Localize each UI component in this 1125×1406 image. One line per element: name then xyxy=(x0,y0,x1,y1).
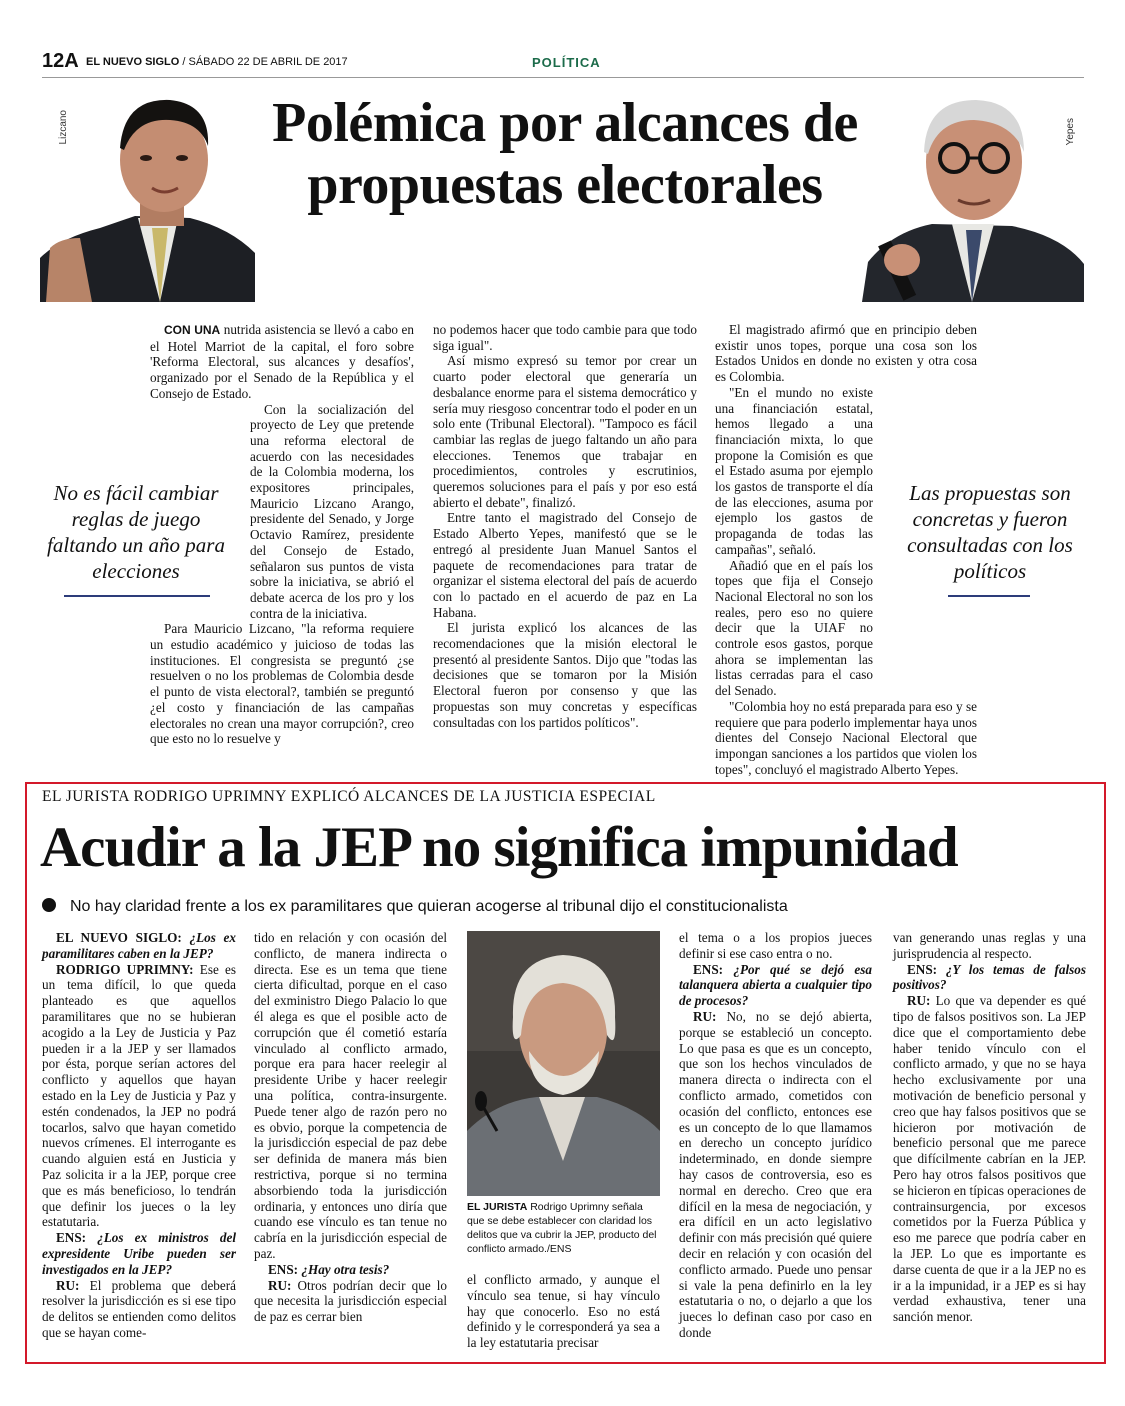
question-text: ¿Por qué se dejó esa talanquera abierta a cualquier tipo de procesos? xyxy=(679,961,872,1009)
masthead xyxy=(86,56,348,68)
speaker: RU: xyxy=(268,1277,292,1293)
top-story-column-2 xyxy=(433,322,697,730)
paragraph: Así mismo expresó su temor por crear un cuarto poder electoral que generaría un desbalance enorme para el sistema democrático y sería muy riesgoso concentrar todo el poder en un solo ente (Tribunal Electoral). "Tampoco es fácil cambiar las reglas de juego faltando un año para elecciones. Tenemos que trabajar en procedimientos, controles y escrutinios, queremos soluciones para el país y por eso está abierto el debate", finalizó. xyxy=(433,353,697,510)
interview-column-1 xyxy=(42,930,236,1341)
speaker: RU: xyxy=(56,1277,80,1293)
question xyxy=(42,1230,236,1277)
kicker: EL JURISTA RODRIGO UPRIMNY EXPLICÓ ALCANCES DE LA JUSTICIA ESPECIAL xyxy=(42,788,656,805)
pull-quote-rule-left xyxy=(64,595,210,597)
photo-lizcano xyxy=(40,88,255,302)
speaker: RODRIGO UPRIMNY: xyxy=(56,961,194,977)
header-rule xyxy=(42,77,1084,78)
answer: van generando unas reglas y una jurisprudencia al respecto. xyxy=(893,930,1086,961)
paragraph: "Colombia hoy no está preparada para eso y se requiere que para poderlo implementar haya unos dientes del Consejo Nacional Electoral que impongan sanciones a los partidos que violen los topes", concluyó el magistrado Alberto Yepes. xyxy=(715,698,977,777)
interview-column-4 xyxy=(679,930,872,1341)
answer xyxy=(42,1278,236,1341)
section-label: POLÍTICA xyxy=(532,55,601,70)
issue-date: / SÁBADO 22 DE ABRIL DE 2017 xyxy=(182,56,348,68)
paragraph: nutrida asistencia se llevó a cabo en el Hotel Marriot de la capital, el foro sobre 'Reforma Electoral, sus alcances y desafíos', organizado por el Senado de la República y el Consejo de Estado. xyxy=(150,322,414,401)
speaker: ENS: xyxy=(693,961,724,977)
subheadline-text: No hay claridad frente a los ex paramilitares que quieran acogerse al tribunal dijo el constitucionalista xyxy=(70,898,788,915)
answer xyxy=(893,993,1086,1325)
paragraph: no podemos hacer que todo cambie para que todo siga igual". xyxy=(433,322,697,353)
bullet-icon xyxy=(42,898,56,912)
interview-column-3 xyxy=(467,1272,660,1351)
paragraph: Entre tanto el magistrado del Consejo de Estado Alberto Yepes, manifestó que se le entregó al presidente Juan Manuel Santos el paquete de recomendaciones para tratar de organizar el sistema electoral del país de acuerdo con lo pactado en el acuerdo de paz en La Habana. xyxy=(433,510,697,620)
paragraph: Añadió que en el país los topes que fija el Consejo Nacional Electoral no son los reales, pero eso no quiere decir que la UIAF no controle esos gastos, porque ahora se implementan las listas cerradas para el caso del Senado. xyxy=(715,557,873,699)
question-text: ¿Y los temas de falsos positivos? xyxy=(893,961,1086,993)
photo-caption xyxy=(467,1200,660,1256)
question xyxy=(254,1262,447,1278)
speaker: ENS: xyxy=(907,961,938,977)
paper-name: EL NUEVO SIGLO xyxy=(86,56,180,68)
answer-text: Ese es un tema difícil, lo que queda planteado es que aquellos paramilitares que no se hubieran acogido a la Ley de Justicia y Paz pueden ir a la JEP y ser llamados por ésta, porque serían actores del conflicto y aquellos que hayan estado en la Ley de Justicia y Paz y estén condenados, la JEP no podrá tocarlos, salvo que hayan cometido nuevos crímenes. El interrogante es cuando alguien está en Justicia y Paz solicita ir a la JEP, porque cree que es más beneficioso, lo tendrán que definir los jueces o la ley estatutaria. xyxy=(42,961,236,1230)
answer xyxy=(42,962,236,1231)
photo-credit-right: Yepes xyxy=(1065,118,1076,146)
photo-uprimny xyxy=(467,931,660,1196)
photo-yepes xyxy=(862,92,1084,302)
question xyxy=(679,962,872,1009)
answer: el conflicto armado, y aunque el vínculo sea tenue, si hay vínculo hay que conocerlo. Eso no está definido y le corresponderá ya sea a la ley estatutaria precisar xyxy=(467,1272,660,1351)
speaker: ENS: xyxy=(56,1230,87,1246)
paragraph: Para Mauricio Lizcano, "la reforma requiere un estudio académico y juicioso de todas las instituciones. El congresista se preguntó ¿se resuelven o no los problemas de Colombia desde el punto de vista electoral?, también se preguntó ¿el costo y financiación de las campañas electorales no crean una mayor corrupción?, creo que esto no lo resuelve y xyxy=(150,621,414,747)
speaker: RU: xyxy=(907,993,931,1009)
interview-column-2 xyxy=(254,930,447,1325)
page-number: 12A xyxy=(42,50,79,72)
answer xyxy=(679,1009,872,1341)
answer-text: No, no se dejó abierta, porque se estableció un concepto. Lo que pasa es que es un concepto, que son los hechos vinculados de manera directa o indirecta con el conflicto armado, cometidos con ocasión del conflicto, entonces ese es un concepto de lo que llamamos en derecho un concepto jurídico indeterminado, en donde siempre hay casos de controversia, eso es normal en derecho. Creo que era difícil en la mesa de negociación, y era difícil en un acto legislativo definir con más precisión qué quiere decir en relación y con ocasión del conflicto armado. Puede uno pensar si vale la pena definirlo en la ley estatutaria o no, o dejarlo a que los jueces lo definan caso por caso en donde xyxy=(679,1008,872,1340)
subheadline xyxy=(42,898,788,916)
lead-in: CON UNA xyxy=(164,323,221,337)
headline-top-story: Polémica por alcances de propuestas electorales xyxy=(272,92,858,216)
pull-quote-left: No es fácil cambiar reglas de juego faltando un año para elecciones xyxy=(47,481,225,583)
answer-text: Lo que va depender es qué tipo de falsos positivos son. La JEP dice que el comportamiento debe haber tenido vínculo con el conflicto armado, y que no se haya hecho exclusivamente por una motivación de beneficio personal y creo que hay falsos positivos que se hicieron por motivación de beneficio personal que me parece que difícilmente cabrían en la JEP. Pero hay otros falsos positivos que se hicieron en típicas operaciones de contrainsurgencia, por excesos cometidos por la Fuerza Pública y eso me parece que podría caber en la JEP. Lo que es importante es darse cuenta de que ir a la JEP no es ir a la impunidad, ir a JEP es si hay verdad exhaustiva, tener una sanción menor. xyxy=(893,993,1086,1325)
speaker: EL NUEVO SIGLO: xyxy=(56,930,182,945)
paragraph: El jurista explicó los alcances de las recomendaciones que la misión electoral le presentó al presidente Santos. Dijo que "todas las decisiones que se tomaron por la Misión Electoral fueron por consenso y que las propuestas son muy concretas y específicas consultadas con los partidos políticos". xyxy=(433,620,697,730)
headline-box-story: Acudir a la JEP no significa impunidad xyxy=(40,816,958,879)
answer: el tema o a los propios jueces definir si ese caso entra o no. xyxy=(679,930,872,961)
question-text: ¿Los ex paramilitares caben en la JEP? xyxy=(42,930,236,961)
photo-credit-left: Lizcano xyxy=(58,110,69,145)
question xyxy=(893,962,1086,994)
answer: tido en relación y con ocasión del conflicto, de manera indirecta o directa. Ese es un tema que tiene cierta dificultad, porque en el caso del exministro Diego Palacio lo que él alega es que el posible acto de corrupción que él cometió estaría vinculado al conflicto armado, porque era para hacer reelegir al presidente Uribe y hacer reelegir una política, contra-insurgente. Puede tener algo de razón pero no es obvio, porque la competencia de la jurisdicción especial de paz debe ser definida de manera más bien restrictiva, porque si no termina absorbiendo toda la jurisdicción ordinaria, y entonces uno diría que cuando ese vínculo es tan tenue no cabría en la jurisdicción especial de paz. xyxy=(254,930,447,1261)
question-text: ¿Los ex ministros del expresidente Uribe pueden ser investigados en la JEP? xyxy=(42,1230,236,1277)
question xyxy=(42,930,236,962)
answer-text: El problema que deberá resolver la jurisdicción es si ese tipo de delitos se entienden como delitos que se hayan come- xyxy=(42,1277,236,1340)
paragraph-text: "En el mundo no existe una financiación estatal, hemos llegado a una financiación mixta, lo que propone la Comisión es que el Estado asuma por ejemplo los gastos de transporte el día de las elecciones, asuma por ejemplo los gastos de propaganda de todas las campañas", señaló. xyxy=(715,384,873,557)
paragraph-text: Con la socialización del proyecto de Ley que pretende una reforma electoral de acuerdo con las necesidades de la Colombia moderna, los expositores principales, Mauricio Lizcano Arango, presidente del Senado, y Jorge Octavio Ramírez, presidente del Consejo de Estado, señalaron sus puntos de vista sobre la iniciativa, se abrió el debate acerca de los pro y los contra de la iniciativa. xyxy=(250,401,414,621)
pull-quote-right: Las propuestas son concretas y fueron consultadas con los políticos xyxy=(907,481,1073,583)
answer-text: Otros podrían decir que lo que necesita la jurisdicción especial de paz es cerrar bien xyxy=(254,1277,447,1325)
speaker: RU: xyxy=(693,1008,717,1024)
pull-quote-rule-right xyxy=(948,595,1030,597)
answer xyxy=(254,1278,447,1325)
interview-column-5 xyxy=(893,930,1086,1325)
question-text: ¿Hay otra tesis? xyxy=(298,1261,390,1277)
speaker: ENS: xyxy=(268,1261,299,1277)
caption-lead: EL JURISTA xyxy=(467,1201,528,1213)
paragraph: El magistrado afirmó que en principio deben existir unos topes, porque una cosa son los Estados Unidos en donde no existen y otra cosa es Colombia. xyxy=(715,322,977,385)
caption-text: Rodrigo Uprimny señala que se debe establecer con claridad los delitos que va cubrir la JEP, producto del conflicto armado./ENS xyxy=(467,1201,657,1255)
